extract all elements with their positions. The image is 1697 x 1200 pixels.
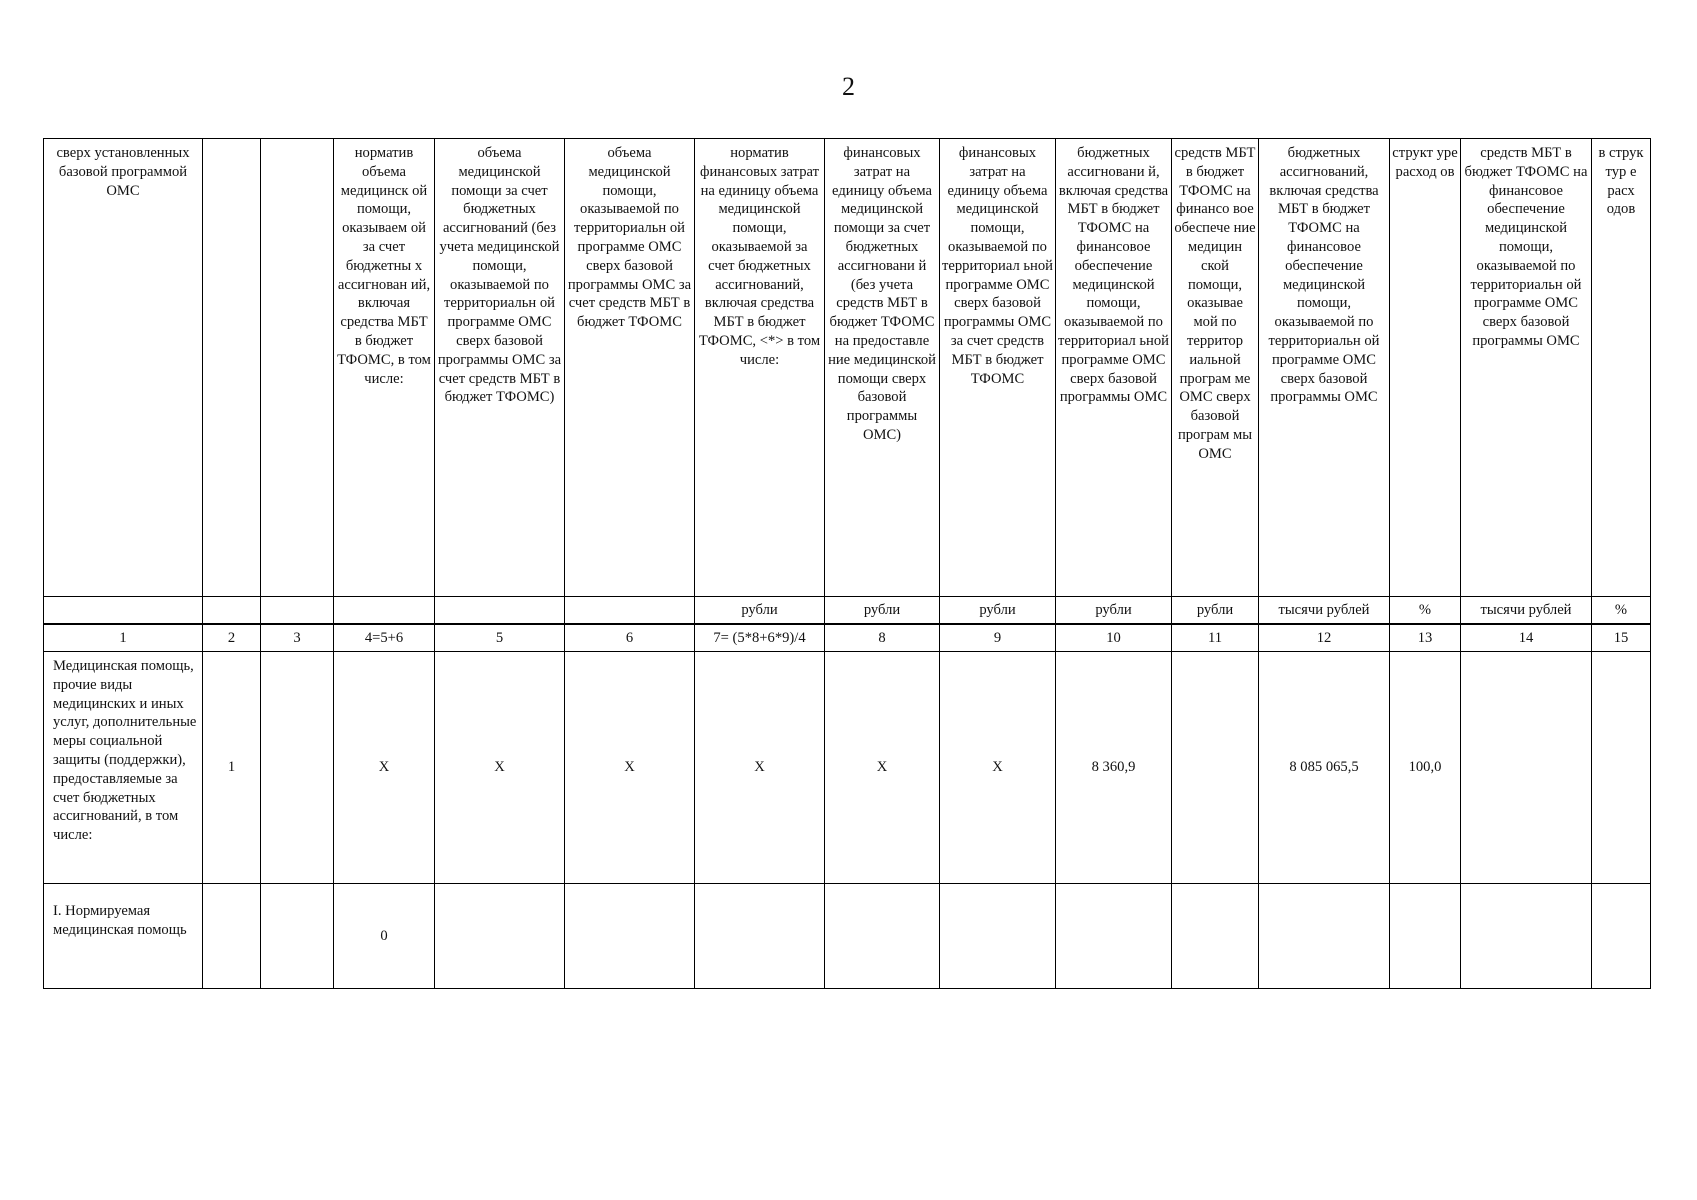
header-cell-2 (203, 139, 261, 597)
table-cell: 0 (334, 884, 435, 989)
header-cell-8: финансовых затрат на единицу объема медицинской помощи за счет бюджетных ассигновани й (без учета средств МБТ в бюджет ТФОМС на предоставле ние медицинской помощи сверх базовой программы ОМС) (825, 139, 940, 597)
unit-cell-5 (435, 597, 565, 624)
table-row (44, 652, 1651, 884)
table-cell (565, 884, 695, 989)
header-table (43, 138, 1651, 624)
header-cell-7: норматив финансовых затрат на единицу объема медицинской помощи, оказываемой за счет бюджетных ассигнований, включая средства МБТ в бюджет ТФОМС, <*> в том числе: (695, 139, 825, 597)
column-number: 2 (203, 625, 261, 652)
header-cell-12: бюджетных ассигнований, включая средства МБТ в бюджет ТФОМС на финансовое обеспечение медицинской помощи, оказываемой по территориальн ой программе ОМС сверх базовой программы ОМС (1259, 139, 1390, 597)
table-cell: X (565, 652, 695, 884)
table-cell (1172, 652, 1259, 884)
header-cell-9: финансовых затрат на единицу объема медицинской помощи, оказываемой по территориал ьной программе ОМС сверх базовой программы ОМС за счет средств МБТ в бюджет ТФОМС (940, 139, 1056, 597)
table-cell (1461, 884, 1592, 989)
column-number: 11 (1172, 625, 1259, 652)
table-cell: 8 360,9 (1056, 652, 1172, 884)
page-number: 2 (842, 72, 855, 101)
row-label: Медицинская помощь, прочие виды медицинских и иных услуг, дополнительные меры социальной защиты (поддержки), предоставляемые за счет бюджетных ассигнований, в том числе: (44, 652, 203, 884)
table-cell (1592, 884, 1651, 989)
column-number: 3 (261, 625, 334, 652)
row-number (203, 884, 261, 989)
header-cell-6: объема медицинской помощи, оказываемой по территориальн ой программе ОМС сверх базовой программы ОМС за счет средств МБТ в бюджет ТФОМС (565, 139, 695, 597)
table-cell (1056, 884, 1172, 989)
unit-cell-2 (203, 597, 261, 624)
header-cell-1: сверх установленных базовой программой ОМС (44, 139, 203, 597)
table-cell (825, 884, 940, 989)
table-cell: 100,0 (1390, 652, 1461, 884)
unit-cell-4 (334, 597, 435, 624)
table-cell (1592, 652, 1651, 884)
table-cell (261, 884, 334, 989)
unit-cell-11: рубли (1172, 597, 1259, 624)
unit-cell-1 (44, 597, 203, 624)
table-cell (1390, 884, 1461, 989)
column-number: 4=5+6 (334, 625, 435, 652)
table-cell (1259, 884, 1390, 989)
unit-cell-9: рубли (940, 597, 1056, 624)
unit-cell-15: % (1592, 597, 1651, 624)
unit-cell-8: рубли (825, 597, 940, 624)
table-cell: 8 085 065,5 (1259, 652, 1390, 884)
unit-cell-13: % (1390, 597, 1461, 624)
header-cell-10: бюджетных ассигновани й, включая средства МБТ в бюджет ТФОМС на финансовое обеспечение медицинской помощи, оказываемой по территориал ьной программе ОМС сверх базовой программы ОМС (1056, 139, 1172, 597)
unit-cell-12: тысячи рублей (1259, 597, 1390, 624)
table-cell (435, 884, 565, 989)
column-number: 7= (5*8+6*9)/4 (695, 625, 825, 652)
column-number: 8 (825, 625, 940, 652)
table-cell: X (695, 652, 825, 884)
unit-cell-3 (261, 597, 334, 624)
column-number-row (44, 625, 1651, 652)
column-number: 1 (44, 625, 203, 652)
table-cell (1172, 884, 1259, 989)
header-cell-4: норматив объема медицинск ой помощи, оказываем ой за счет бюджетны х ассигнован ий, включая средства МБТ в бюджет ТФОМС, в том числе: (334, 139, 435, 597)
header-row (44, 139, 1651, 597)
unit-cell-7: рубли (695, 597, 825, 624)
header-cell-5: объема медицинской помощи за счет бюджетных ассигнований (без учета медицинской помощи, оказываемой по территориальн ой программе ОМС сверх базовой программы ОМС за счет средств МБТ в бюджет ТФОМС) (435, 139, 565, 597)
table-cell: X (334, 652, 435, 884)
header-cell-3 (261, 139, 334, 597)
table-cell: X (435, 652, 565, 884)
header-cell-11: средств МБТ в бюджет ТФОМС на финансо вое обеспече ние медицин ской помощи, оказывае мой по территор иальной програм ме ОМС сверх базовой програм мы ОМС (1172, 139, 1259, 597)
header-cell-13: структ уре расход ов (1390, 139, 1461, 597)
table-cell (261, 652, 334, 884)
column-number: 5 (435, 625, 565, 652)
column-number: 13 (1390, 625, 1461, 652)
unit-cell-10: рубли (1056, 597, 1172, 624)
column-number: 9 (940, 625, 1056, 652)
table-cell: X (825, 652, 940, 884)
row-label: I. Нормируемая медицинская помощь (44, 884, 203, 989)
column-number: 14 (1461, 625, 1592, 652)
table-cell (940, 884, 1056, 989)
header-cell-15: в струк тур е расх одов (1592, 139, 1651, 597)
data-table (43, 624, 1651, 989)
column-number: 15 (1592, 625, 1651, 652)
row-number: 1 (203, 652, 261, 884)
unit-row (44, 597, 1651, 624)
table-cell (1461, 652, 1592, 884)
column-number: 12 (1259, 625, 1390, 652)
unit-cell-14: тысячи рублей (1461, 597, 1592, 624)
header-cell-14: средств МБТ в бюджет ТФОМС на финансовое обеспечение медицинской помощи, оказываемой по территориальн ой программе ОМС сверх базовой программы ОМС (1461, 139, 1592, 597)
column-number: 10 (1056, 625, 1172, 652)
table-cell (695, 884, 825, 989)
unit-cell-6 (565, 597, 695, 624)
table-row (44, 884, 1651, 989)
column-number: 6 (565, 625, 695, 652)
table-cell: X (940, 652, 1056, 884)
